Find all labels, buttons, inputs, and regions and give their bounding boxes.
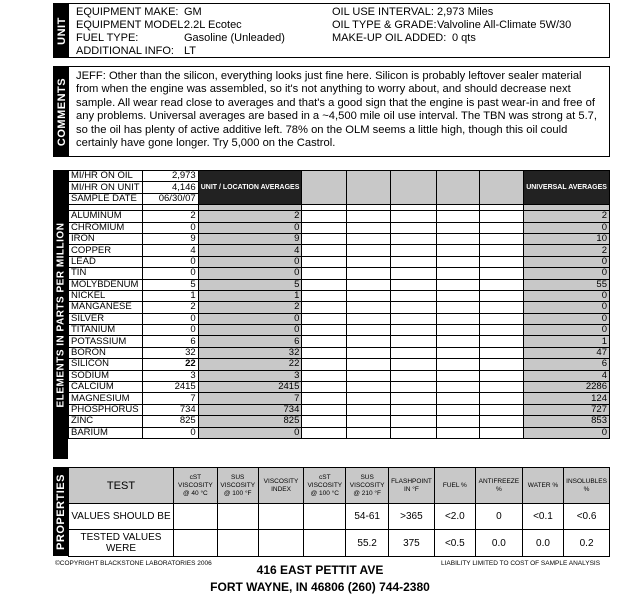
property-tested-value [217,530,258,557]
property-column-header: FUEL % [434,468,475,504]
empty-sample-cell [479,268,523,279]
element-unit-average: 825 [198,416,302,427]
property-column-header: VISCOSITY INDEX [258,468,304,504]
element-name: SILVER [69,313,143,324]
makeup-oil-label: MAKE-UP OIL ADDED: [332,32,447,44]
element-value: 2 [142,302,198,313]
empty-sample-cell [479,313,523,324]
sample-info-label: MI/HR ON OIL [69,171,143,182]
empty-sample-cell [347,336,390,347]
property-tested-value [304,530,346,557]
empty-sample-cell [347,325,390,336]
comments-text: JEFF: Other than the silicon, everything looks just fine here. Silicon is probably leftover sealer material from when the engine was assembled, so it's not anything to worry about, and should decrease next sample. All wear read close to averages and that's a good sign that the engine is past wear-in and free of any problems. Universal averages are based in a ~4,500 mile oil use interval. The TBN was strong at 5.7, so the oil has plenty of active additive left. 78% on the OLM seems a little high, though this oil could certainly have gone longer. Try 5,000 on the Castrol. [76,70,598,150]
empty-sample-cell [302,279,347,290]
empty-sample-cell [347,359,390,370]
element-value: 4 [142,245,198,256]
element-row [69,268,610,279]
empty-sample-cell [479,393,523,404]
empty-sample-cell [347,211,390,222]
element-row [69,256,610,267]
property-column-header: SUS VISCOSITY @ 210 °F [346,468,389,504]
element-row [69,302,610,313]
should-label: VALUES SHOULD BE [69,504,174,530]
property-should-value [304,504,346,530]
empty-sample-cell [436,404,479,415]
sample-info-value: 2,973 [142,171,198,182]
empty-sample-cell [390,325,436,336]
empty-sample-cell [436,359,479,370]
element-unit-average: 0 [198,325,302,336]
element-row [69,290,610,301]
empty-sample-cell [390,393,436,404]
empty-sample-cell [479,245,523,256]
empty-sample-cell [436,256,479,267]
property-tested-value [173,530,217,557]
property-should-value: <0.1 [522,504,563,530]
element-row [69,233,610,244]
element-name: BARIUM [69,427,143,438]
element-row [69,279,610,290]
empty-sample-cell [436,393,479,404]
property-tested-value: 0.0 [522,530,563,557]
empty-sample-cell [479,370,523,381]
element-name: MOLYBDENUM [69,279,143,290]
element-value: 2 [142,211,198,222]
element-name: MAGNESIUM [69,393,143,404]
element-value: 1 [142,290,198,301]
empty-sample-cell [302,245,347,256]
equipment-model-value: 2.2L Ecotec [184,19,242,31]
properties-side-label: PROPERTIES [54,473,67,550]
empty-sample-cell [390,382,436,393]
empty-sample-cell [347,370,390,381]
address-line-1: 416 EAST PETTIT AVE [256,563,384,577]
empty-sample-cell [436,290,479,301]
element-unit-average: 0 [198,427,302,438]
element-unit-average: 5 [198,279,302,290]
empty-sample-cell [302,325,347,336]
element-row [69,313,610,324]
property-column-header: cST VISCOSITY @ 40 °C [173,468,217,504]
element-unit-average: 0 [198,313,302,324]
empty-sample-cell [390,245,436,256]
test-header: TEST [69,468,174,504]
element-name: PHOSPHORUS [69,404,143,415]
empty-sample-cell [479,325,523,336]
empty-sample-cell [479,290,523,301]
empty-sample-cell [347,279,390,290]
empty-sample-cell [436,222,479,233]
element-universal-average: 0 [524,222,610,233]
element-universal-average: 853 [524,416,610,427]
element-name: SODIUM [69,370,143,381]
property-tested-value: <0.5 [434,530,475,557]
additional-info-value: LT [184,45,197,57]
empty-sample-cell [390,313,436,324]
element-value: 0 [142,268,198,279]
fuel-type-value: Gasoline (Unleaded) [184,32,285,44]
empty-sample-cell [347,245,390,256]
element-universal-average: 727 [524,404,610,415]
property-should-value: >365 [389,504,435,530]
empty-sample-cell [347,268,390,279]
element-name: POTASSIUM [69,336,143,347]
empty-sample-cell [436,313,479,324]
copyright-text: ©COPYRIGHT BLACKSTONE LABORATORIES 2006 [55,560,212,567]
elements-side-label: ELEMENTS IN PARTS PER MILLION [55,222,66,407]
empty-sample-cell [479,256,523,267]
empty-sample-cell [302,347,347,358]
property-column-header: cST VISCOSITY @ 100 °C [304,468,346,504]
empty-sample-cell [302,222,347,233]
element-unit-average: 7 [198,393,302,404]
property-tested-value: 375 [389,530,435,557]
empty-sample-cell [302,313,347,324]
element-row [69,245,610,256]
oil-use-interval-value: 2,973 Miles [437,6,494,18]
empty-sample-cell [479,302,523,313]
elements-section [53,170,610,459]
element-name: IRON [69,233,143,244]
empty-sample-cell [436,211,479,222]
element-name: ZINC [69,416,143,427]
element-name: SILICON [69,359,143,370]
property-column-header: INSOLUBLES % [564,468,610,504]
element-universal-average: 4 [524,370,610,381]
empty-sample-cell [390,233,436,244]
empty-sample-cell [390,404,436,415]
empty-sample-cell [347,290,390,301]
property-tested-value: 55.2 [346,530,389,557]
property-should-value: <0.6 [564,504,610,530]
empty-sample-cell [436,382,479,393]
empty-sample-cell [479,347,523,358]
empty-sample-cell [479,359,523,370]
element-value: 734 [142,404,198,415]
element-unit-average: 2 [198,211,302,222]
empty-sample-cell [302,211,347,222]
empty-sample-cell [390,427,436,438]
empty-sample-cell [390,290,436,301]
empty-sample-cell [347,404,390,415]
empty-sample-cell [390,302,436,313]
element-row [69,347,610,358]
element-name: MANGANESE [69,302,143,313]
element-name: LEAD [69,256,143,267]
element-value: 3 [142,370,198,381]
element-unit-average: 6 [198,336,302,347]
element-value: 6 [142,336,198,347]
element-name: BORON [69,347,143,358]
empty-sample-cell [390,222,436,233]
empty-sample-cell [479,211,523,222]
empty-sample-cell [347,393,390,404]
element-universal-average: 0 [524,325,610,336]
element-row [69,404,610,415]
empty-sample-cell [390,279,436,290]
equipment-make-label: EQUIPMENT MAKE: [76,6,179,18]
element-universal-average: 1 [524,336,610,347]
sample-info-label: MI/HR ON UNIT [69,182,143,193]
empty-sample-cell [302,427,347,438]
empty-sample-cell [302,171,347,205]
element-universal-average: 2286 [524,382,610,393]
oil-type-label: OIL TYPE & GRADE: [332,19,437,31]
empty-sample-cell [479,336,523,347]
empty-sample-cell [390,416,436,427]
element-value: 0 [142,325,198,336]
element-value: 2415 [142,382,198,393]
element-name: TIN [69,268,143,279]
empty-sample-cell [436,233,479,244]
comments-sidebar [54,67,69,156]
element-universal-average: 2 [524,211,610,222]
empty-sample-cell [390,359,436,370]
empty-sample-cell [436,427,479,438]
element-universal-average: 0 [524,290,610,301]
element-unit-average: 0 [198,268,302,279]
liability-text: LIABILITY LIMITED TO COST OF SAMPLE ANALYSIS [441,560,601,567]
empty-sample-cell [390,171,436,205]
empty-sample-cell [347,171,390,205]
element-universal-average: 0 [524,302,610,313]
empty-sample-cell [302,233,347,244]
element-name: TITANIUM [69,325,143,336]
empty-sample-cell [479,233,523,244]
property-column-header: ANTIFREEZE % [475,468,522,504]
element-unit-average: 734 [198,404,302,415]
element-unit-average: 0 [198,256,302,267]
property-should-value: 54-61 [346,504,389,530]
empty-sample-cell [302,359,347,370]
element-row [69,325,610,336]
empty-sample-cell [347,382,390,393]
equipment-make-value: GM [184,6,202,18]
property-column-header: WATER % [522,468,563,504]
empty-sample-cell [302,382,347,393]
empty-sample-cell [436,336,479,347]
empty-sample-cell [302,256,347,267]
universal-averages-header: UNIVERSAL AVERAGES [524,171,610,205]
sample-info-row [69,171,610,182]
element-value: 0 [142,313,198,324]
element-row [69,416,610,427]
fuel-type-label: FUEL TYPE: [76,32,139,44]
element-value: 825 [142,416,198,427]
empty-sample-cell [479,382,523,393]
empty-sample-cell [436,279,479,290]
empty-sample-cell [479,171,523,205]
additional-info-label: ADDITIONAL INFO: [76,45,174,57]
element-unit-average: 2 [198,302,302,313]
property-should-value: <2.0 [434,504,475,530]
element-value: 0 [142,427,198,438]
oil-use-interval-label: OIL USE INTERVAL: [332,6,434,18]
empty-sample-cell [302,416,347,427]
element-unit-average: 0 [198,222,302,233]
empty-sample-cell [436,268,479,279]
element-value: 7 [142,393,198,404]
empty-sample-cell [436,347,479,358]
elements-sidebar [53,170,68,459]
unit-averages-header: UNIT / LOCATION AVERAGES [198,171,302,205]
sample-info-label: SAMPLE DATE [69,193,143,204]
element-unit-average: 4 [198,245,302,256]
properties-sidebar [53,467,68,556]
empty-sample-cell [347,416,390,427]
comments-section [53,66,610,157]
unit-side-label: UNIT [55,16,68,45]
element-unit-average: 32 [198,347,302,358]
address-line-2: FORT WAYNE, IN 46806 (260) 744-2380 [210,580,430,594]
element-universal-average: 47 [524,347,610,358]
element-universal-average: 0 [524,268,610,279]
empty-sample-cell [347,313,390,324]
element-value: 0 [142,256,198,267]
empty-sample-cell [347,233,390,244]
empty-sample-cell [347,222,390,233]
empty-sample-cell [390,336,436,347]
element-name: CHROMIUM [69,222,143,233]
empty-sample-cell [479,279,523,290]
element-universal-average: 0 [524,427,610,438]
makeup-oil-value: 0 qts [452,32,476,44]
element-value: 22 [142,359,198,370]
element-row [69,211,610,222]
element-universal-average: 0 [524,256,610,267]
element-unit-average: 22 [198,359,302,370]
element-universal-average: 124 [524,393,610,404]
property-tested-value [258,530,304,557]
empty-sample-cell [479,404,523,415]
empty-sample-cell [436,171,479,205]
empty-sample-cell [436,302,479,313]
empty-sample-cell [479,222,523,233]
element-unit-average: 1 [198,290,302,301]
properties-section [53,467,610,556]
empty-sample-cell [347,256,390,267]
empty-sample-cell [479,416,523,427]
unit-section [53,3,610,58]
comments-side-label: COMMENTS [55,77,68,146]
element-unit-average: 9 [198,233,302,244]
empty-sample-cell [347,302,390,313]
sample-info-value: 4,146 [142,182,198,193]
element-value: 32 [142,347,198,358]
empty-sample-cell [436,245,479,256]
element-name: COPPER [69,245,143,256]
tested-label: TESTED VALUES WERE [69,530,174,557]
element-name: ALUMINUM [69,211,143,222]
element-row [69,393,610,404]
element-row [69,336,610,347]
oil-type-value: Valvoline All-Climate 5W/30 [437,19,572,31]
element-universal-average: 55 [524,279,610,290]
empty-sample-cell [390,268,436,279]
element-name: NICKEL [69,290,143,301]
property-should-value [173,504,217,530]
unit-sidebar [54,4,69,57]
property-column-header: FLASHPOINT IN °F [389,468,435,504]
property-column-header: SUS VISCOSITY @ 100 °F [217,468,258,504]
empty-sample-cell [436,370,479,381]
property-tested-value: 0.2 [564,530,610,557]
element-universal-average: 2 [524,245,610,256]
element-universal-average: 6 [524,359,610,370]
element-unit-average: 3 [198,370,302,381]
elements-table [68,170,610,439]
empty-sample-cell [436,325,479,336]
empty-sample-cell [302,290,347,301]
element-universal-average: 0 [524,313,610,324]
empty-sample-cell [390,370,436,381]
empty-sample-cell [347,427,390,438]
property-should-value: 0 [475,504,522,530]
empty-sample-cell [390,211,436,222]
equipment-model-label: EQUIPMENT MODEL: [76,19,187,31]
properties-table [68,467,610,557]
element-value: 9 [142,233,198,244]
element-row [69,222,610,233]
sample-info-value: 06/30/07 [142,193,198,204]
empty-sample-cell [302,370,347,381]
empty-sample-cell [436,416,479,427]
property-should-value [258,504,304,530]
empty-sample-cell [479,427,523,438]
element-row [69,427,610,438]
property-tested-value: 0.0 [475,530,522,557]
element-row [69,370,610,381]
property-should-value [217,504,258,530]
empty-sample-cell [347,347,390,358]
empty-sample-cell [302,336,347,347]
element-row [69,382,610,393]
empty-sample-cell [302,404,347,415]
element-name: CALCIUM [69,382,143,393]
element-row [69,359,610,370]
empty-sample-cell [390,256,436,267]
empty-sample-cell [390,347,436,358]
empty-sample-cell [302,268,347,279]
element-value: 0 [142,222,198,233]
element-universal-average: 10 [524,233,610,244]
element-unit-average: 2415 [198,382,302,393]
element-value: 5 [142,279,198,290]
empty-sample-cell [302,393,347,404]
empty-sample-cell [302,302,347,313]
